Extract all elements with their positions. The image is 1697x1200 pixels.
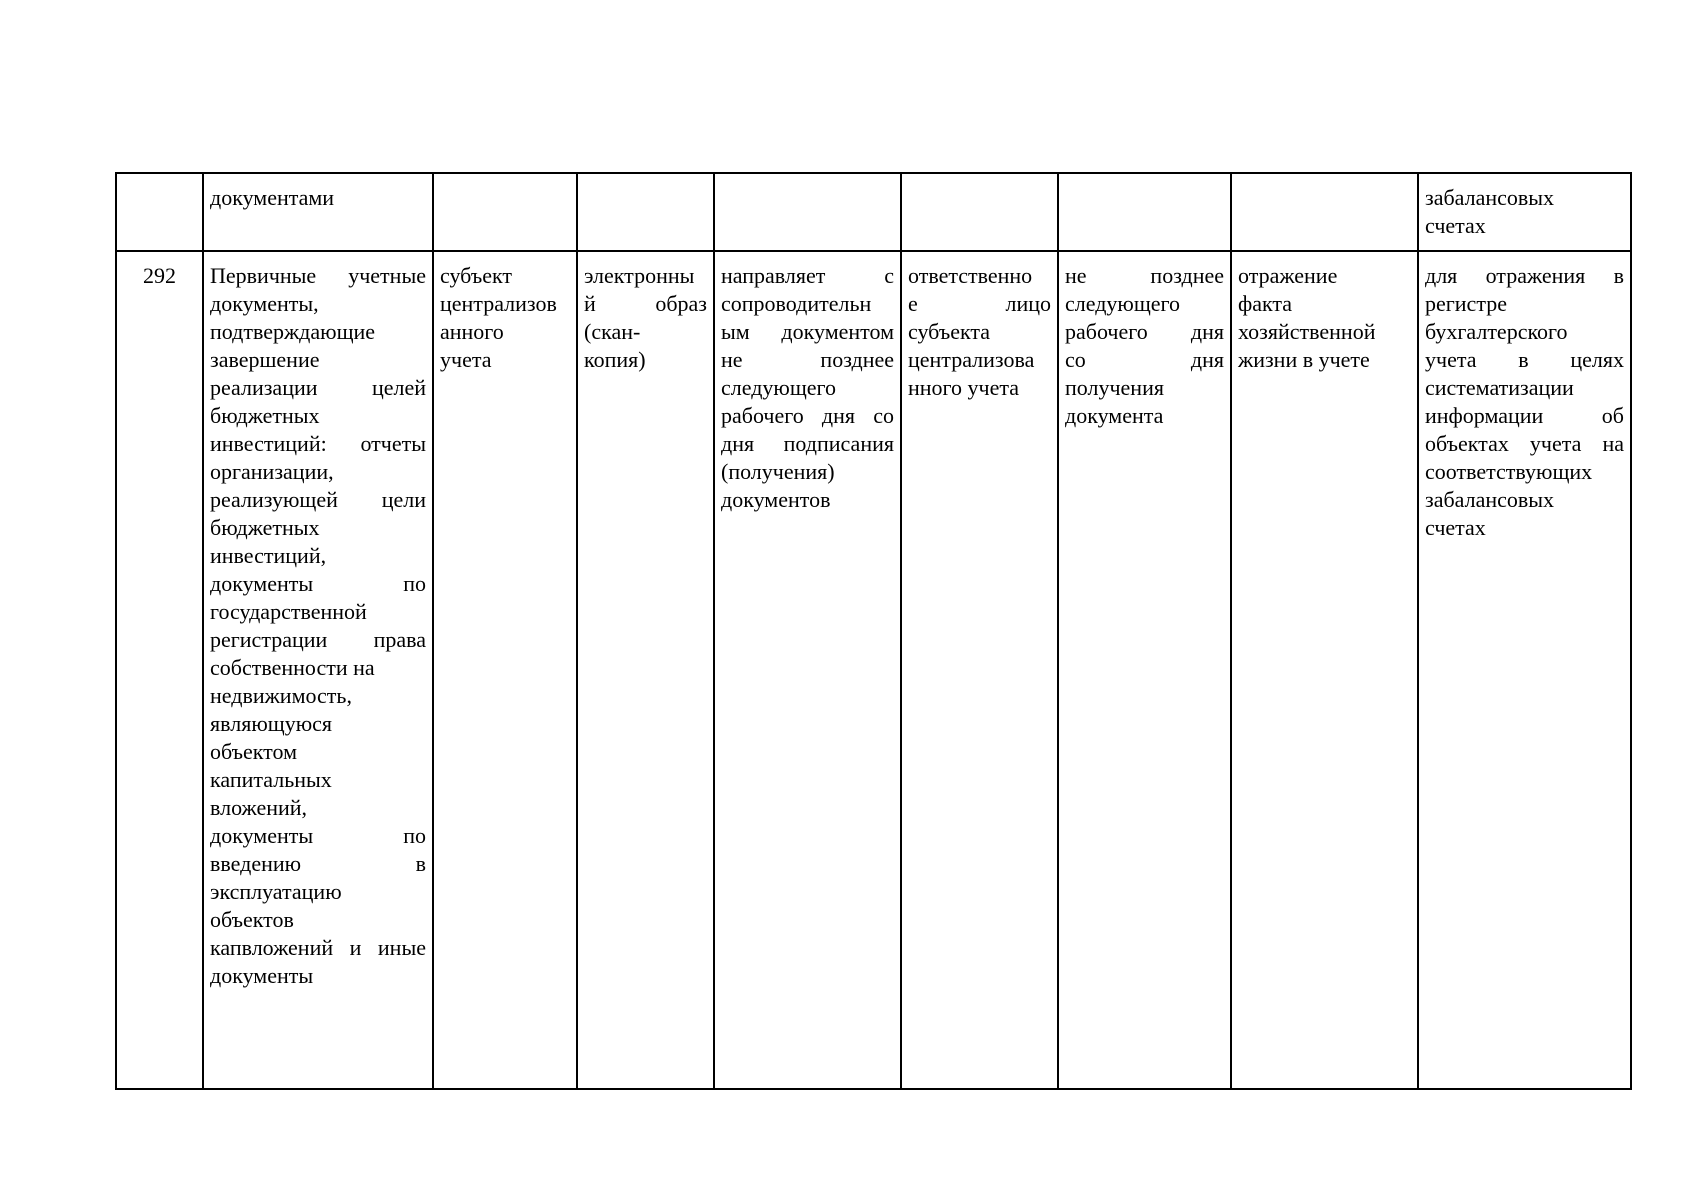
cell-line: вложений, <box>210 795 308 820</box>
table-row-292 <box>116 251 1631 1089</box>
cell-line: реализующей цели <box>210 487 426 512</box>
document-name-cell <box>203 251 433 1089</box>
cell-line: получения <box>1065 375 1164 400</box>
responsible-entity-cell <box>433 173 577 251</box>
row-number-cell: 292 <box>116 251 203 1089</box>
cell-line: систематизации <box>1425 375 1574 400</box>
cell-line: документы по <box>210 571 426 596</box>
cell-line: сопроводительн <box>721 291 872 316</box>
cell-line: электронны <box>584 263 695 288</box>
cell-line: являющуюся <box>210 711 333 736</box>
responsible-entity-cell <box>433 251 577 1089</box>
cell-line: следующего <box>721 375 837 400</box>
operation-cell <box>1231 251 1418 1089</box>
cell-line: ответственно <box>908 263 1033 288</box>
cell-line: копия) <box>584 347 646 372</box>
cell-line: объектов <box>210 907 294 932</box>
cell-line: инвестиций, <box>210 543 327 568</box>
cell-line: забалансовых <box>1425 487 1555 512</box>
cell-line: регистре <box>1425 291 1507 316</box>
cell-line: субъект <box>440 263 512 288</box>
deadline-cell <box>1058 251 1231 1089</box>
cell-line: нного учета <box>908 375 1019 400</box>
purpose-cell <box>1418 251 1631 1089</box>
cell-line: объектах учета на <box>1425 431 1624 456</box>
cell-line: Первичные учетные <box>210 263 426 288</box>
cell-line: счетах <box>1425 213 1486 238</box>
cell-line: бюджетных <box>210 403 320 428</box>
cell-line: недвижимость, <box>210 683 352 708</box>
cell-line: е лицо <box>908 291 1051 316</box>
cell-line: учета в целях <box>1425 347 1624 372</box>
cell-line: документы, <box>210 291 319 316</box>
cell-line: хозяйственной <box>1238 319 1376 344</box>
cell-line: эксплуатацию <box>210 879 342 904</box>
cell-line: бюджетных <box>210 515 320 540</box>
cell-line: забалансовых <box>1425 185 1555 210</box>
cell-line: следующего <box>1065 291 1181 316</box>
cell-line: капитальных <box>210 767 332 792</box>
purpose-cell <box>1418 173 1631 251</box>
document-form-cell <box>577 251 714 1089</box>
document-table <box>115 172 1632 1090</box>
cell-line: счетах <box>1425 515 1486 540</box>
cell-line: завершение <box>210 347 320 372</box>
document-name-cell: документами <box>203 173 433 251</box>
cell-line: со дня <box>1065 347 1224 372</box>
cell-line: документы <box>210 963 314 988</box>
cell-line: дня подписания <box>721 431 894 456</box>
cell-line: учета <box>440 347 492 372</box>
deadline-cell <box>1058 173 1231 251</box>
cell-line: инвестиций: отчеты <box>210 431 426 456</box>
cell-line: не позднее <box>1065 263 1224 288</box>
cell-line: документов <box>721 487 831 512</box>
recipient-cell <box>901 251 1058 1089</box>
recipient-cell <box>901 173 1058 251</box>
transfer-method-cell <box>714 173 901 251</box>
cell-line: регистрации права <box>210 627 426 652</box>
cell-line: факта <box>1238 291 1293 316</box>
table-row-continuation <box>116 173 1631 251</box>
cell-line: соответствующих <box>1425 459 1593 484</box>
cell-line: документа <box>1065 403 1164 428</box>
cell-line: (получения) <box>721 459 835 484</box>
cell-line: для отражения в <box>1425 263 1624 288</box>
cell-line: субъекта <box>908 319 991 344</box>
cell-line: подтверждающие <box>210 319 376 344</box>
cell-line: й образ <box>584 291 707 316</box>
cell-line: направляет с <box>721 263 894 288</box>
cell-line: документы по <box>210 823 426 848</box>
cell-line: бухгалтерского <box>1425 319 1568 344</box>
cell-line: централизова <box>908 347 1035 372</box>
cell-line: жизни в учете <box>1238 347 1370 372</box>
cell-line: рабочего дня <box>1065 319 1224 344</box>
cell-line: не позднее <box>721 347 894 372</box>
row-number-cell <box>116 173 203 251</box>
cell-line: капвложений и иные <box>210 935 426 960</box>
cell-line: отражение <box>1238 263 1338 288</box>
cell-line: анного <box>440 319 504 344</box>
cell-line: централизов <box>440 291 557 316</box>
transfer-method-cell <box>714 251 901 1089</box>
cell-line: государственной <box>210 599 367 624</box>
cell-line: рабочего дня со <box>721 403 894 428</box>
cell-line: реализации целей <box>210 375 426 400</box>
cell-line: введению в <box>210 851 426 876</box>
cell-line: ым документом <box>721 319 894 344</box>
cell-line: собственности на <box>210 655 375 680</box>
cell-line: (скан- <box>584 319 641 344</box>
cell-line: объектом <box>210 739 298 764</box>
document-form-cell <box>577 173 714 251</box>
operation-cell <box>1231 173 1418 251</box>
cell-line: информации об <box>1425 403 1624 428</box>
cell-line: организации, <box>210 459 334 484</box>
